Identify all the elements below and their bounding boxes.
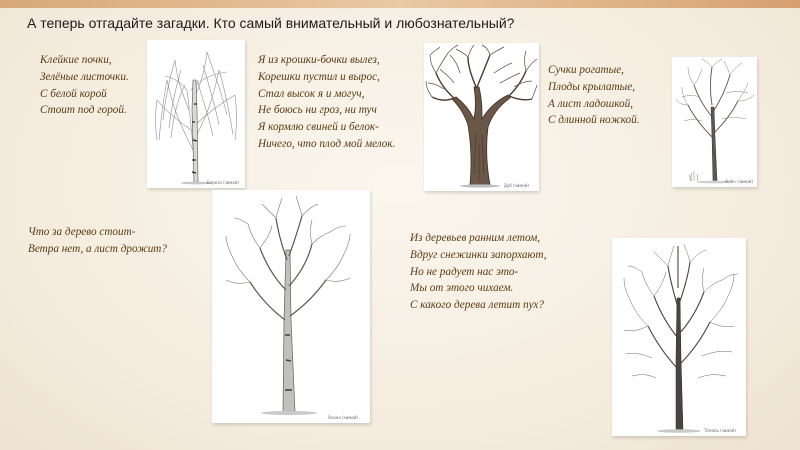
riddle-line: Ветра нет, а лист дрожит? bbox=[28, 242, 167, 255]
oak-tree-image bbox=[424, 43, 539, 191]
poplar-tree-icon bbox=[612, 238, 746, 436]
image-caption: Осина (зимой) bbox=[327, 415, 358, 420]
oak-tree-icon bbox=[424, 43, 539, 191]
riddle-line: Вдруг снежинки запорхают, bbox=[410, 248, 547, 261]
riddle-maple bbox=[548, 62, 640, 129]
image-caption: Клён (зимой) bbox=[725, 179, 753, 184]
aspen-tree-icon bbox=[212, 190, 370, 423]
riddle-aspen bbox=[28, 224, 167, 258]
riddle-poplar bbox=[410, 230, 547, 314]
riddle-line: А лист ладошкой, bbox=[548, 97, 634, 110]
slide-title: А теперь отгадайте загадки. Кто самый внимательный и любознательный? bbox=[27, 15, 515, 31]
image-caption: Дуб (зимой) bbox=[503, 183, 529, 188]
riddle-line: Не боюсь ни гроз, ни туч bbox=[258, 104, 377, 117]
image-caption: Береза (зимой) bbox=[207, 180, 239, 185]
riddle-line: Но не радует нас это- bbox=[410, 265, 519, 278]
image-caption: Тополь (зимой) bbox=[703, 428, 736, 433]
riddle-line: Сучки рогатые, bbox=[548, 64, 624, 76]
top-accent-bar bbox=[0, 0, 800, 8]
birch-tree-image bbox=[147, 40, 245, 188]
riddle-line: Что за дерево стоит- bbox=[28, 226, 136, 238]
riddle-line: Плоды крылатые, bbox=[548, 80, 636, 93]
riddle-line: Корешки пустил и вырос, bbox=[258, 70, 380, 83]
aspen-tree-image bbox=[212, 190, 370, 423]
riddle-line: Я из крошки-бочки вылез, bbox=[258, 54, 380, 66]
riddle-line: Стал высок я и могуч, bbox=[258, 87, 365, 100]
maple-tree-image bbox=[672, 57, 757, 187]
riddle-birch bbox=[40, 52, 129, 119]
riddle-line: Стоит под горой. bbox=[40, 104, 127, 117]
riddle-line: Клейкие почки, bbox=[40, 54, 112, 66]
riddle-line: С какого дерева летит пух? bbox=[410, 299, 544, 312]
birch-tree-icon bbox=[147, 40, 245, 188]
riddle-line: С длинной ножкой. bbox=[548, 114, 640, 127]
riddle-line: Я кормлю свиней и белок- bbox=[258, 121, 379, 134]
riddle-line: Мы от этого чихаем. bbox=[410, 282, 514, 295]
maple-tree-icon bbox=[672, 57, 757, 187]
riddle-oak bbox=[258, 52, 395, 153]
riddle-line: Ничего, что плод мой мелок. bbox=[258, 137, 396, 150]
riddle-line: С белой корой bbox=[40, 87, 107, 100]
riddle-line: Из деревьев ранним летом, bbox=[410, 232, 541, 244]
poplar-tree-image bbox=[612, 238, 746, 436]
riddle-line: Зелёные листочки. bbox=[40, 70, 129, 83]
